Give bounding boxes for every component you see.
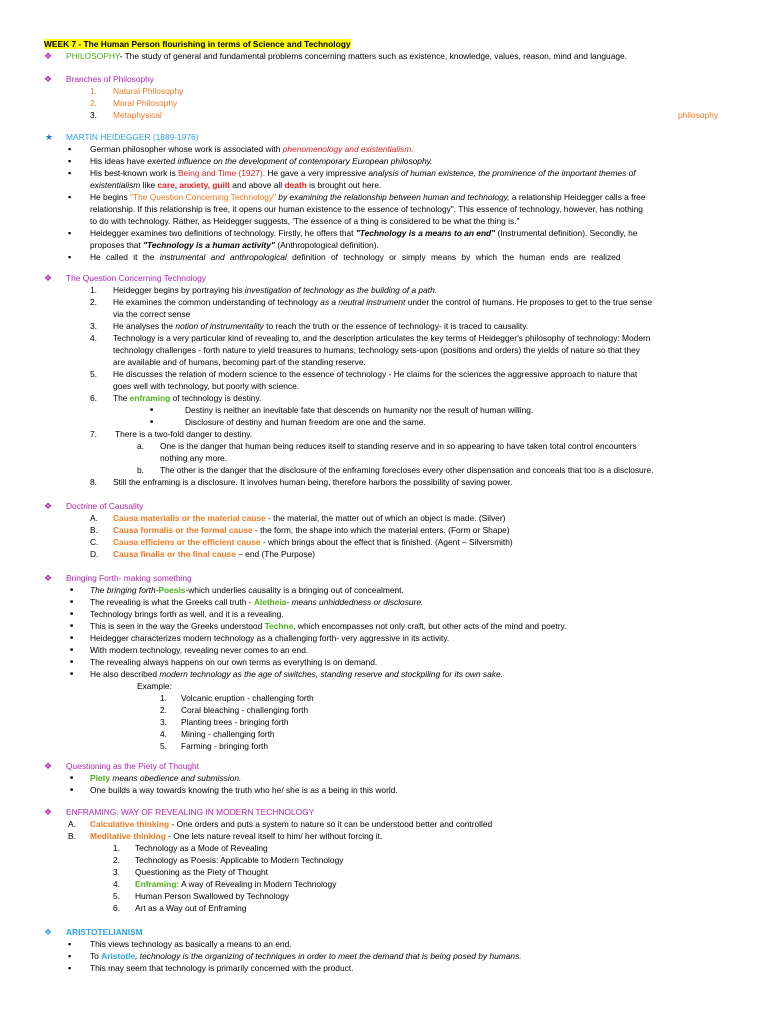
question-item: There is a two-fold danger to destiny. — [115, 429, 253, 439]
list-number: 1. — [113, 843, 120, 853]
aristotle-item: This may seem that technology is primarily concerned with the product. — [90, 963, 354, 973]
question-item-cont: via the correct sense — [113, 309, 191, 319]
question-item: Heidegger begins by portraying his investigation of technology as the building of a path. — [113, 285, 438, 295]
question-item: He examines the common understanding of technology as a neutral instrument under the control of humans. He proposes to get to the true sense — [113, 297, 653, 307]
heidegger-line-cont: to do with technology. Rather, as Heidegger suggests, 'The essence of a thing is considered to be what the thing is." — [90, 216, 520, 226]
dash-bullet-icon: ▪ — [68, 168, 72, 178]
aristotle-item: To Aristotle, technology is the organizing of techniques in order to meet the demand that is being posed by humans. — [90, 951, 522, 961]
enframing-item: Meditative thinking - One lets nature reveal itself to him/ her without forcing it. — [90, 831, 383, 841]
section-heading-piety: Questioning as the Piety of Thought — [66, 761, 200, 771]
week-title-text: WEEK 7 - The Human Person flourishing in terms of Science and Technology — [44, 39, 351, 49]
list-letter: C. — [90, 537, 99, 547]
square-bullet-icon: ■ — [150, 407, 154, 413]
sub-item: Disclosure of destiny and human freedom are one and the same. — [185, 417, 426, 427]
example-item: Coral bleaching - challenging forth — [181, 705, 309, 715]
dash-bullet-icon: ▪ — [68, 144, 72, 154]
enframing-sub: Questioning as the Piety of Thought — [135, 867, 269, 877]
star-bullet-icon: ★ — [45, 132, 54, 142]
list-letter: B. — [68, 831, 76, 841]
square-bullet-icon: ■ — [70, 671, 74, 677]
week-title — [44, 38, 351, 50]
question-item-cont: are available and of humans, becoming part of the standing reserve. — [113, 357, 366, 367]
dash-bullet-icon: ▪ — [68, 939, 72, 949]
philosophy-text: - The study of general and fundamental problems concerning matters such as existence, knowledge, values, reason, mind and language. — [119, 51, 627, 61]
list-number: 8. — [90, 477, 97, 487]
question-item: Still the enframing is a disclosure. It involves human being, therefore harbors the possibility of saving power. — [113, 477, 513, 487]
dash-bullet-icon: ▪ — [68, 252, 72, 262]
list-number: 5. — [113, 891, 120, 901]
bringing-item: The revealing always happens on our own terms as everything is on demand. — [90, 657, 378, 667]
example-item: Mining - challenging forth — [181, 729, 275, 739]
section-heading-causality: Doctrine of Causality — [66, 501, 144, 511]
square-bullet-icon: ■ — [70, 635, 74, 641]
question-item-cont: goes well with technology, but poorly with science. — [113, 381, 300, 391]
branch-item: Metaphysical — [113, 110, 162, 120]
dash-bullet-icon: ▪ — [68, 156, 72, 166]
enframing-sub: Human Person Swallowed by Technology — [135, 891, 289, 901]
enframing-item: Calculative thinking - One orders and puts a system to nature so it can be understood better and controlled — [90, 819, 493, 829]
list-number: 3. — [160, 717, 167, 727]
branch-number: 1. — [90, 86, 97, 96]
square-bullet-icon: ■ — [70, 647, 74, 653]
heidegger-line-cont: proposes that "Technology is a human activity" (Anthropological definition). — [90, 240, 379, 250]
heidegger-line: German philosopher whose work is associated with phenomenology and existentialism. — [90, 144, 414, 154]
list-number: 3. — [113, 867, 120, 877]
list-number: 4. — [113, 879, 120, 889]
enframing-sub: Technology as a Mode of Revealing — [135, 843, 268, 853]
list-letter: B. — [90, 525, 98, 535]
question-item-cont: technology challenges - forth nature to yield treasures to humans; technology sets-upon (positions and orders) the yields of nature so that they — [113, 345, 640, 355]
list-number: 2. — [113, 855, 120, 865]
sub-item: The other is the danger that the disclosure of the enframing forecloses every other dispensation and conceals that too is a disclosure. — [160, 465, 654, 475]
question-item: He discusses the relation of modern science to the essence of technology - He claims for the sciences the aggressive approach to nature that — [113, 369, 638, 379]
section-heading-heidegger: MARTIN HEIDEGGER (1889-1976) — [66, 132, 199, 142]
heidegger-line: Heidegger examines two definitions of technology. Firstly, he offers that "Technology is a means to an end" (Instrumental definition). Secondly, he — [90, 228, 638, 238]
diamond-bullet-icon: ❖ — [44, 74, 53, 84]
heidegger-line-cont: relationship. If this relationship is free, it opens our human existence to the essence of technology". This essence of technology, however, has nothing — [90, 204, 643, 214]
margin-note: philosophy — [678, 110, 719, 120]
list-letter: A. — [68, 819, 76, 829]
list-number: 3. — [90, 321, 97, 331]
section-heading-enframing: ENFRAMING: WAY OF REVEALING IN MODERN TECHNOLOGY — [66, 807, 315, 817]
bringing-item: This is seen in the way the Greeks understood Techne, which encompasses not only craft, but other acts of the mind and poetry. — [90, 621, 567, 631]
enframing-sub: Art as a Way out of Enframing — [135, 903, 247, 913]
piety-item: Piety means obedience and submission. — [90, 773, 242, 783]
section-heading-branches: Branches of Philosophy — [66, 74, 154, 84]
sub-letter: a. — [137, 441, 144, 451]
square-bullet-icon: ■ — [70, 623, 74, 629]
heidegger-line: He begins "The Question Concerning Technology" by examining the relationship between human and technology, a relationship Heidegger calls a free — [90, 192, 646, 202]
heidegger-line: His best-known work is Being and Time (1927). He gave a very impressive analysis of human existence, the prominence of the important themes of — [90, 168, 636, 178]
branch-item: Natural Philosophy — [113, 86, 184, 96]
dash-bullet-icon: ▪ — [68, 963, 72, 973]
bringing-item: The bringing forth-Poesis-which underlies causality is a bringing out of concealment. — [90, 585, 404, 595]
question-item: He analyses the notion of instrumentality to reach the truth or the essence of technology- it is traced to causality. — [113, 321, 529, 331]
list-number: 4. — [160, 729, 167, 739]
square-bullet-icon: ■ — [70, 599, 74, 605]
question-item: Technology is a very particular kind of revealing to, and the description articulates the key terms of Heidegger's philosophy of technology: Modern — [113, 333, 651, 343]
example-item: Farming - bringing forth — [181, 741, 269, 751]
square-bullet-icon: ■ — [150, 419, 154, 425]
square-bullet-icon: ■ — [70, 787, 74, 793]
diamond-bullet-icon: ❖ — [44, 501, 53, 511]
list-letter: D. — [90, 549, 99, 559]
list-number: 1. — [90, 285, 97, 295]
sub-letter: b. — [137, 465, 144, 475]
list-letter: A. — [90, 513, 98, 523]
cause-item: Causa finalis or the final cause – end (The Purpose) — [113, 549, 316, 559]
list-number: 2. — [160, 705, 167, 715]
bringing-item: Technology brings forth as well, and it is a revealing. — [90, 609, 284, 619]
list-number: 1. — [160, 693, 167, 703]
dash-bullet-icon: ▪ — [68, 951, 72, 961]
branch-number: 2. — [90, 98, 97, 108]
diamond-bullet-icon: ❖ — [44, 807, 53, 817]
heidegger-line: He called it the instrumental and anthropological definition of technology or simply means by which the human ends are realized — [90, 252, 621, 262]
section-heading-aristotelianism: ARISTOTELIANISM — [66, 927, 143, 937]
list-number: 4. — [90, 333, 97, 343]
enframing-sub: Enframing: A way of Revealing in Modern Technology — [135, 879, 337, 889]
piety-item: One builds a way towards knowing the truth who he/ she is as a being in this world. — [90, 785, 398, 795]
cause-item: Causa efficiens or the efficient cause - which brings about the effect that is finished. (Agent – Silversmith) — [113, 537, 513, 547]
aristotle-item: This views technology as basically a means to an end. — [90, 939, 292, 949]
square-bullet-icon: ■ — [70, 659, 74, 665]
bringing-item: He also described modern technology as the age of switches, standing reserve and stockpiling for its own sake. — [90, 669, 503, 679]
bringing-item: Heidegger characterizes modern technology as a challenging forth- very aggressive in its activity. — [90, 633, 450, 643]
enframing-sub: Technology as Poesis: Applicable to Modern Technology — [135, 855, 344, 865]
list-number: 6. — [113, 903, 120, 913]
example-label: Example: — [137, 681, 172, 691]
list-number: 6. — [90, 393, 97, 403]
question-item: The enframing of technology is destiny. — [113, 393, 262, 403]
diamond-bullet-icon: ❖ — [44, 761, 53, 771]
example-item: Volcanic eruption - challenging forth — [181, 693, 314, 703]
section-heading-bringing: Bringing Forth- making something — [66, 573, 192, 583]
sub-item: Destiny is neither an inevitable fate that descends on humanity nor the result of human willing. — [185, 405, 534, 415]
square-bullet-icon: ■ — [70, 611, 74, 617]
square-bullet-icon: ■ — [70, 587, 74, 593]
dash-bullet-icon: ▪ — [68, 228, 72, 238]
philosophy-term: PHILOSOPHY — [66, 51, 120, 61]
sub-item: One is the danger that human being reduces itself to standing reserve and in so appearing to have taken total control encounters — [160, 441, 637, 451]
branch-number: 3. — [90, 110, 97, 120]
list-number: 7. — [90, 429, 97, 439]
list-number: 2. — [90, 297, 97, 307]
section-heading-question: The Question Concerning Technology — [66, 273, 206, 283]
bringing-item: With modern technology, revealing never comes to an end. — [90, 645, 309, 655]
diamond-bullet-icon: ❖ — [44, 51, 53, 61]
bringing-item: The revealing is what the Greeks call truth - Aletheia- means unhiddedness or disclosure. — [90, 597, 424, 607]
sub-item-cont: nothing any more. — [160, 453, 228, 463]
list-number: 5. — [160, 741, 167, 751]
cause-item: Causa materialis or the material cause - the material, the matter out of which an object is made. (Silver) — [113, 513, 506, 523]
diamond-bullet-icon: ❖ — [44, 573, 53, 583]
heidegger-line: His ideas have exerted influence on the development of contemporary European philosophy. — [90, 156, 433, 166]
branch-item: Moral Philosophy — [113, 98, 178, 108]
diamond-bullet-icon: ❖ — [44, 927, 53, 937]
square-bullet-icon: ■ — [70, 775, 74, 781]
list-number: 5. — [90, 369, 97, 379]
cause-item: Causa formalis or the formal cause - the form, the shape into which the material enters. (Form or Shape) — [113, 525, 510, 535]
dash-bullet-icon: ▪ — [68, 192, 72, 202]
diamond-bullet-icon: ❖ — [44, 273, 53, 283]
heidegger-line-cont: existentialism like care, anxiety, guilt and above all death is brought out here. — [90, 180, 382, 190]
example-item: Planting trees - bringing forth — [181, 717, 289, 727]
philosophy-definition — [66, 50, 627, 62]
